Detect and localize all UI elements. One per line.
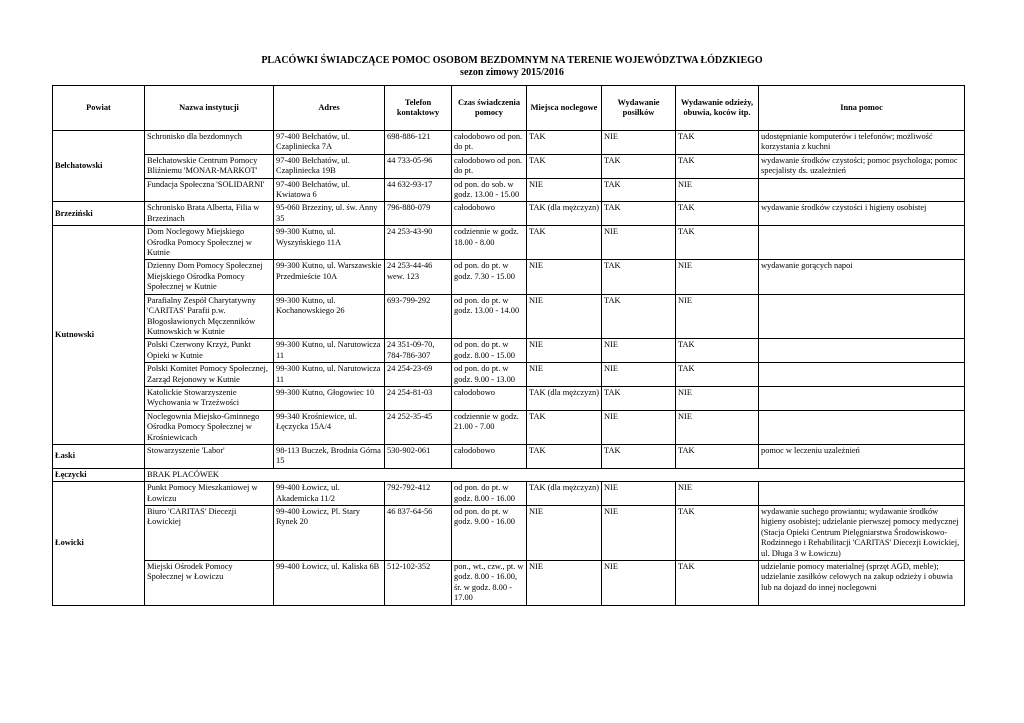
table-cell: TAK — [602, 294, 676, 339]
table-cell: 99-300 Kutno, ul. Narutowicza 11 — [274, 339, 385, 363]
table-cell: TAK — [676, 561, 759, 606]
table-cell: NIE — [602, 506, 676, 561]
table-cell: NIE — [602, 482, 676, 506]
header-row — [53, 86, 965, 131]
table-cell: TAK — [527, 226, 602, 260]
table-cell: od pon. do sob. w godz. 13.00 - 15.00 — [452, 178, 527, 202]
table-cell: Dom Noclegowy Miejskiego Ośrodka Pomocy Społecznej w Kutnie — [145, 226, 274, 260]
table-cell: 99-300 Kutno, ul. Wyszyńskiego 11A — [274, 226, 385, 260]
table-cell: 99-300 Kutno, Głogowiec 10 — [274, 386, 385, 410]
table-row — [53, 178, 965, 202]
table-row — [53, 386, 965, 410]
table-cell: 99-400 Łowicz, Pl. Stary Rynek 20 — [274, 506, 385, 561]
table-cell: całodobowo — [452, 386, 527, 410]
table-row — [53, 260, 965, 294]
table-cell: TAK — [527, 131, 602, 155]
table-cell: Stowarzyszenie 'Labor' — [145, 444, 274, 468]
table-cell: NIE — [527, 294, 602, 339]
table-cell: pon., wt., czw., pt. w godz. 8.00 - 16.00, śr. w godz. 8.00 - 17.00 — [452, 561, 527, 606]
table-row — [53, 444, 965, 468]
table-row — [53, 294, 965, 339]
table-cell: 512-102-352 — [385, 561, 452, 606]
table-cell: wydawanie środków czystości i higieny osobistej — [759, 202, 965, 226]
table-cell: Bełchatowskie Centrum Pomocy Bliźniemu 'MONAR-MARKOT' — [145, 154, 274, 178]
column-header: Telefon kontaktowy — [385, 86, 452, 131]
table-cell: 99-300 Kutno, ul. Narutowicza 11 — [274, 363, 385, 387]
table-cell: 44 733-05-96 — [385, 154, 452, 178]
table-cell: 99-300 Kutno, ul. Kochanowskiego 26 — [274, 294, 385, 339]
table-cell: od pon. do pt. w godz. 8.00 - 16.00 — [452, 482, 527, 506]
table-cell: 792-792-412 — [385, 482, 452, 506]
table-cell: Polski Komitet Pomocy Społecznej, Zarząd Rejonowy w Kutnie — [145, 363, 274, 387]
table-cell: codziennie w godz. 21.00 - 7.00 — [452, 410, 527, 444]
powiat-cell: Brzeziński — [53, 202, 145, 226]
table-cell: TAK (dla mężczyzn) — [527, 202, 602, 226]
column-header: Wydawanie posiłków — [602, 86, 676, 131]
table-cell — [759, 226, 965, 260]
table-cell: wydawanie środków czystości; pomoc psychologa; pomoc specjalisty ds. uzależnień — [759, 154, 965, 178]
table-cell: 24 253-44-46 wew. 123 — [385, 260, 452, 294]
table-cell: NIE — [602, 131, 676, 155]
table-cell: NIE — [676, 260, 759, 294]
table-cell: całodobowo od pon. do pt. — [452, 154, 527, 178]
table-cell: 44 632-93-17 — [385, 178, 452, 202]
table-cell: 97-400 Bełchatów, ul. Czaplinieckа 19B — [274, 154, 385, 178]
table-cell: 95-060 Brzeziny, ul. św. Anny 35 — [274, 202, 385, 226]
powiat-cell: Łęczycki — [53, 468, 145, 481]
table-cell: pomoc w leczeniu uzależnień — [759, 444, 965, 468]
table-row — [53, 482, 965, 506]
table-cell: 98-113 Buczek, Brodnia Górna 15 — [274, 444, 385, 468]
table-cell: TAK — [527, 410, 602, 444]
table-cell: TAK — [602, 154, 676, 178]
table-cell: TAK — [676, 202, 759, 226]
table-cell: 24 254-81-03 — [385, 386, 452, 410]
table-cell — [759, 339, 965, 363]
table-cell: 24 254-23-69 — [385, 363, 452, 387]
table-cell: Polski Czerwony Krzyż, Punkt Opieki w Kutnie — [145, 339, 274, 363]
table-cell: NIE — [602, 363, 676, 387]
table-cell — [759, 386, 965, 410]
table-cell: TAK — [676, 154, 759, 178]
table-cell: codziennie w godz. 18.00 - 8.00 — [452, 226, 527, 260]
table-cell: wydawanie gorących napoi — [759, 260, 965, 294]
table-cell: 24 252-35-45 — [385, 410, 452, 444]
table-cell: 24 253-43-90 — [385, 226, 452, 260]
table-cell: TAK — [527, 444, 602, 468]
table-cell: NIE — [527, 178, 602, 202]
table-row — [53, 410, 965, 444]
table-cell: całodobowo — [452, 202, 527, 226]
table-cell: TAK — [676, 506, 759, 561]
column-header: Miejsca noclegowe — [527, 86, 602, 131]
table-cell: NIE — [527, 260, 602, 294]
institutions-table — [52, 85, 965, 606]
table-cell: TAK — [676, 339, 759, 363]
table-cell: NIE — [602, 226, 676, 260]
table-cell: od pon. do pt. w godz. 9.00 - 16.00 — [452, 506, 527, 561]
table-cell: 97-400 Bełchatów, ul. Czaplinieckа 7A — [274, 131, 385, 155]
table-cell: TAK — [602, 178, 676, 202]
table-cell: BRAK PLACÓWEK — [145, 468, 965, 481]
table-cell: NIE — [527, 561, 602, 606]
table-cell: 693-799-292 — [385, 294, 452, 339]
table-cell: TAK — [676, 363, 759, 387]
table-cell: Parafialny Zespół Charytatywny 'CARITAS' Parafii p.w. Błogosławionych Męczenników Kutnowskich w Kutnie — [145, 294, 274, 339]
table-cell: NIE — [602, 339, 676, 363]
table-cell: NIE — [676, 294, 759, 339]
table-cell: Biuro 'CARITAS' Diecezji Łowickiej — [145, 506, 274, 561]
table-cell: od pon. do pt. w godz. 9.00 - 13.00 — [452, 363, 527, 387]
table-row — [53, 561, 965, 606]
table-body — [53, 131, 965, 606]
table-cell: 24 351-09-70, 784-786-307 — [385, 339, 452, 363]
table-cell: NIE — [602, 410, 676, 444]
table-cell: 99-400 Łowicz, ul. Akademicka 11/2 — [274, 482, 385, 506]
table-cell: TAK — [676, 226, 759, 260]
table-cell: Schronisko Brata Alberta, Filia w Brzezinach — [145, 202, 274, 226]
table-cell: NIE — [676, 178, 759, 202]
table-cell: 530-902-061 — [385, 444, 452, 468]
powiat-cell: Łaski — [53, 444, 145, 468]
column-header: Powiat — [53, 86, 145, 131]
subtitle-line: sezon zimowy 2015/2016 — [460, 67, 564, 78]
table-cell: TAK — [602, 202, 676, 226]
table-cell: NIE — [602, 561, 676, 606]
table-cell: Miejski Ośrodek Pomocy Społecznej w Łowiczu — [145, 561, 274, 606]
table-row — [53, 339, 965, 363]
table-cell: NIE — [676, 482, 759, 506]
table-cell: TAK (dla mężczyzn) — [527, 482, 602, 506]
table-row — [53, 226, 965, 260]
table-cell: od pon. do pt. w godz. 7.30 - 15.00 — [452, 260, 527, 294]
table-cell: Katolickie Stowarzyszenie Wychowania w Trzeźwości — [145, 386, 274, 410]
table-cell: od pon. do pt. w godz. 8.00 - 15.00 — [452, 339, 527, 363]
column-header: Wydawanie odzieży, obuwia, koców itp. — [676, 86, 759, 131]
table-row — [53, 468, 965, 481]
table-row — [53, 506, 965, 561]
table-cell: 46 837-64-56 — [385, 506, 452, 561]
table-cell — [759, 294, 965, 339]
powiat-cell: Łowicki — [53, 482, 145, 605]
table-cell: TAK — [676, 131, 759, 155]
table-row — [53, 363, 965, 387]
document-title — [0, 55, 1024, 79]
table-cell: TAK — [602, 386, 676, 410]
table-cell: Punkt Pomocy Mieszkaniowej w Łowiczu — [145, 482, 274, 506]
table-cell: od pon. do pt. w godz. 13.00 - 14.00 — [452, 294, 527, 339]
table-cell: 698-886-121 — [385, 131, 452, 155]
table-cell — [759, 178, 965, 202]
table-cell: 97-400 Bełchatów, ul. Kwiatowa 6 — [274, 178, 385, 202]
table-cell: TAK — [676, 444, 759, 468]
table-row — [53, 202, 965, 226]
table-cell: całodobowo od pon. do pt. — [452, 131, 527, 155]
table-row — [53, 154, 965, 178]
powiat-cell: Bełchatowski — [53, 131, 145, 202]
table-cell: NIE — [527, 363, 602, 387]
column-header: Czas świadczenia pomocy — [452, 86, 527, 131]
table-cell — [759, 363, 965, 387]
table-cell: 99-400 Łowicz, ul. Kaliska 6B — [274, 561, 385, 606]
table-cell: udostępnianie komputerów i telefonów; możliwość korzystania z kuchni — [759, 131, 965, 155]
table-cell: NIE — [527, 506, 602, 561]
table-row — [53, 131, 965, 155]
table-cell: Schronisko dla bezdomnych — [145, 131, 274, 155]
table-cell: 99-300 Kutno, ul. Warszawskie Przedmieście 10A — [274, 260, 385, 294]
table-cell: NIE — [676, 410, 759, 444]
table-cell: TAK (dla mężczyzn) — [527, 386, 602, 410]
table-cell — [759, 410, 965, 444]
powiat-cell: Kutnowski — [53, 226, 145, 445]
column-header: Adres — [274, 86, 385, 131]
table-cell: udzielanie pomocy materialnej (sprzęt AGD, meble); udzielanie zasiłków celowych na zakup odzieży i obuwia lub na dojazd do innej noclegowni — [759, 561, 965, 606]
table-cell: Fundacja Społeczna 'SOLIDARNI' — [145, 178, 274, 202]
column-header: Inna pomoc — [759, 86, 965, 131]
table-cell: całodobowo — [452, 444, 527, 468]
table-cell: TAK — [602, 260, 676, 294]
table-cell: wydawanie suchego prowiantu; wydawanie środków higieny osobistej; udzielanie pierwszej pomocy medycznej (Stacja Opieki Centrum Pielęgniarstwa Środowiskowo-Rodzinnego i Rehabilitacji 'CARITAS' Diecezji Łowickiej, ul. Długa 3 w Łowiczu) — [759, 506, 965, 561]
table-cell: NIE — [527, 339, 602, 363]
table-cell: 796-880-079 — [385, 202, 452, 226]
table-cell: 99-340 Krośniewice, ul. Łęczycka 15A/4 — [274, 410, 385, 444]
table-cell: Noclegownia Miejsko-Gminnego Ośrodka Pomocy Społecznej w Krośniewicach — [145, 410, 274, 444]
column-header: Nazwa instytucji — [145, 86, 274, 131]
table-cell: TAK — [527, 154, 602, 178]
table-cell: Dzienny Dom Pomocy Społecznej Miejskiego Ośrodka Pomocy Społecznej w Kutnie — [145, 260, 274, 294]
table-cell — [759, 482, 965, 506]
title-line: PLACÓWKI ŚWIADCZĄCE POMOC OSOBOM BEZDOMNYM NA TERENIE WOJEWÓDZTWA ŁÓDZKIEGO — [261, 55, 763, 66]
table-cell: TAK — [602, 444, 676, 468]
table-cell: NIE — [676, 386, 759, 410]
